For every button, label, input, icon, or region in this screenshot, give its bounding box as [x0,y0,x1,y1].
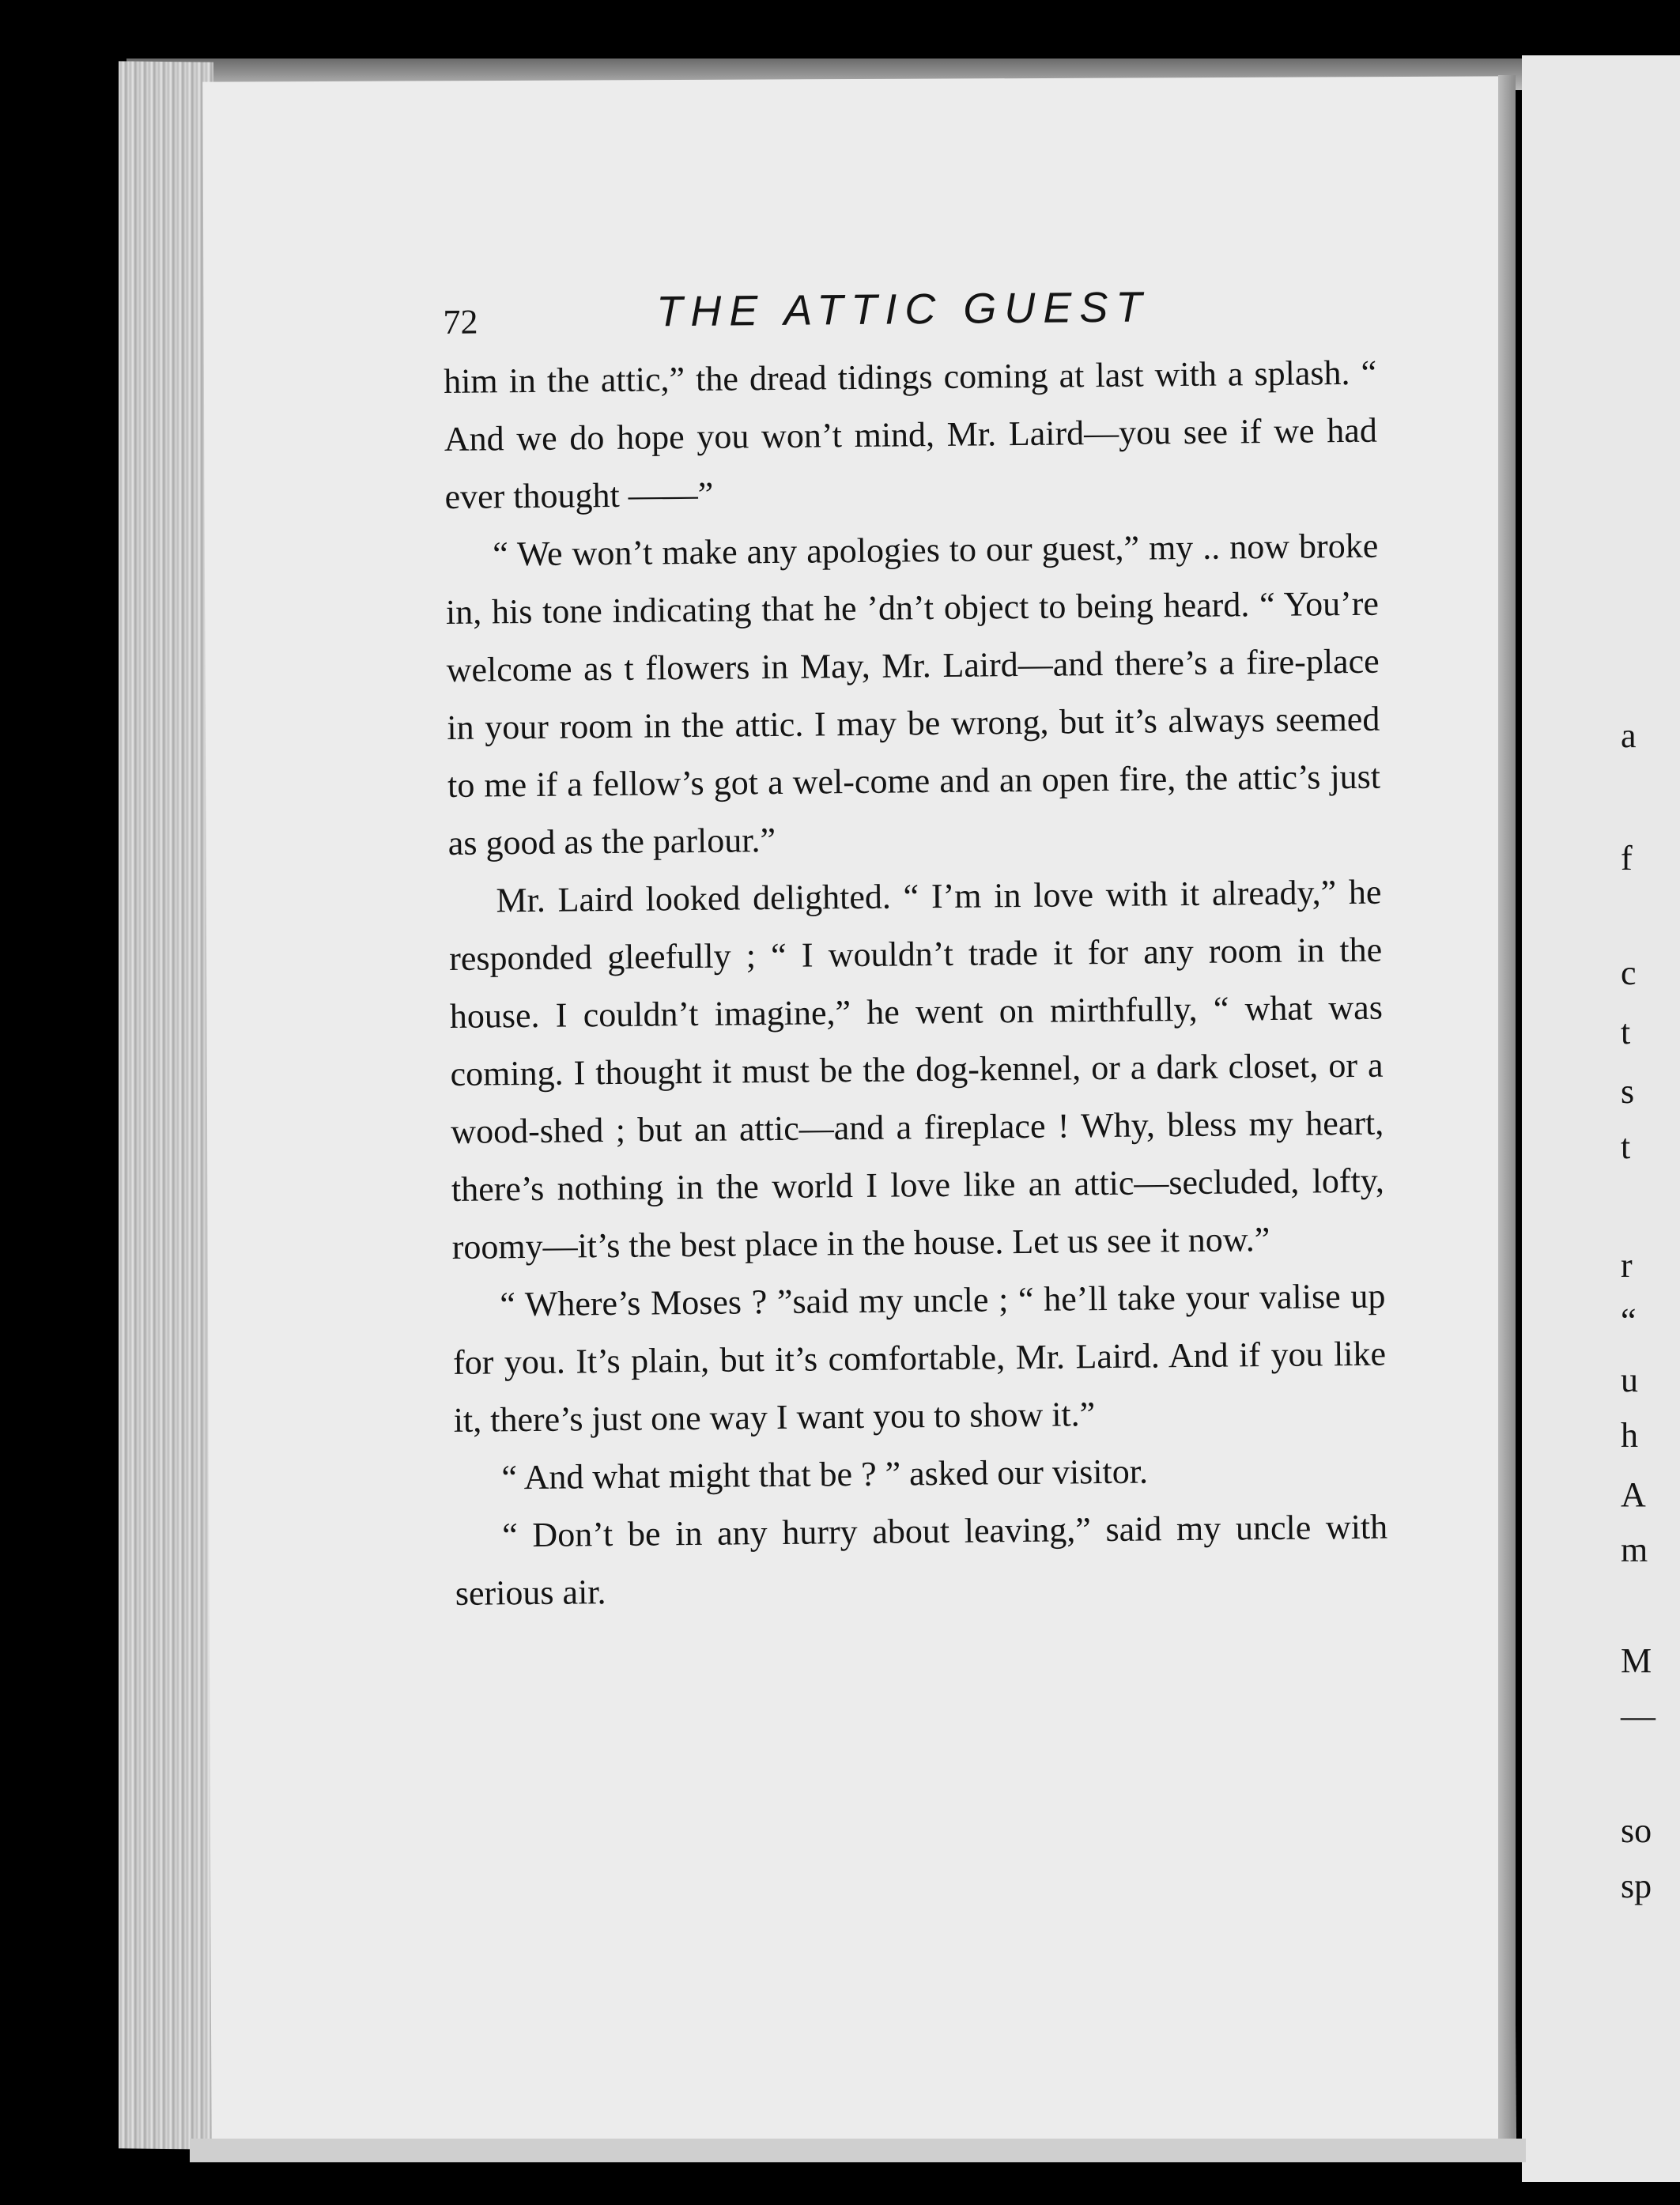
paragraph: “ Where’s Moses ? ”said my uncle ; “ he’ll take your valise up for you. It’s plain, but it’s comfortable, Mr. Laird. And if you like it, there’s just one way I want you to show it.” [452,1276,1387,1440]
page-header [443,276,1376,348]
paragraph: “ And what might that be ? ” asked our visitor. [501,1452,1149,1497]
facing-page-fragment: M [1621,1641,1652,1680]
facing-page-fragment: a [1621,716,1637,755]
facing-page-fragment: m [1621,1531,1648,1569]
facing-page-fragment: f [1621,839,1633,878]
facing-page-fragment: c [1621,953,1637,992]
facing-page-fragment: h [1621,1416,1638,1455]
page-stack-left-edge [119,61,213,2149]
facing-page-paper [1522,55,1680,2182]
running-title: THE ATTIC GUEST [656,283,1150,336]
page-text-block [443,276,1388,1622]
paragraph: “ We won’t make any apologies to our guest,” my .. now broke in, his tone indicating that he ’dn’t object to being heard. “ You’re welcome as t flowers in May, Mr. Laird—and there’s a fire-place in your room in the attic. I may be wrong, but it’s always seemed to me if a fellow’s got a wel-come and an open fire, the attic’s just as good as the parlour.” [445,526,1381,863]
book-gutter [1498,75,1516,2154]
facing-page-fragment: t [1621,1013,1631,1052]
facing-page-fragment: u [1621,1361,1638,1399]
facing-page-fragment: s [1621,1072,1635,1111]
paragraph: “ Don’t be in any hurry about leaving,” said my uncle with serious air. [455,1507,1388,1613]
paragraph: Mr. Laird looked delighted. “ I’m in love with it already,” he responded gleefully ; “ I wouldn’t trade it for any room in the house. I couldn’t imagine,” he went on mirthfully, “ what was coming. I thought it must be the dog-kennel, or a dark closet, or a wood-shed ; but an attic—and a fireplace ! Why, bless my heart, there’s nothing in the world I love like an attic—secluded, lofty, roomy—it’s the best place in the house. Let us see it now.” [448,872,1385,1267]
facing-page-fragment: “ [1621,1301,1637,1340]
paragraph: him in the attic,” the dread tidings coming at last with a splash. “ And we do hope you won’t mind, Mr. Laird—you see if we had ever thought ——” [443,353,1378,516]
facing-page-fragment: sp [1621,1867,1652,1905]
facing-page-fragment: A [1621,1475,1646,1514]
facing-page-fragment: — [1621,1697,1655,1735]
facing-page-fragment: t [1621,1127,1631,1166]
page-bottom-edge [190,2139,1526,2162]
facing-page-fragment: so [1621,1811,1652,1850]
facing-page-fragment: r [1621,1246,1633,1285]
page-number: 72 [443,302,478,342]
